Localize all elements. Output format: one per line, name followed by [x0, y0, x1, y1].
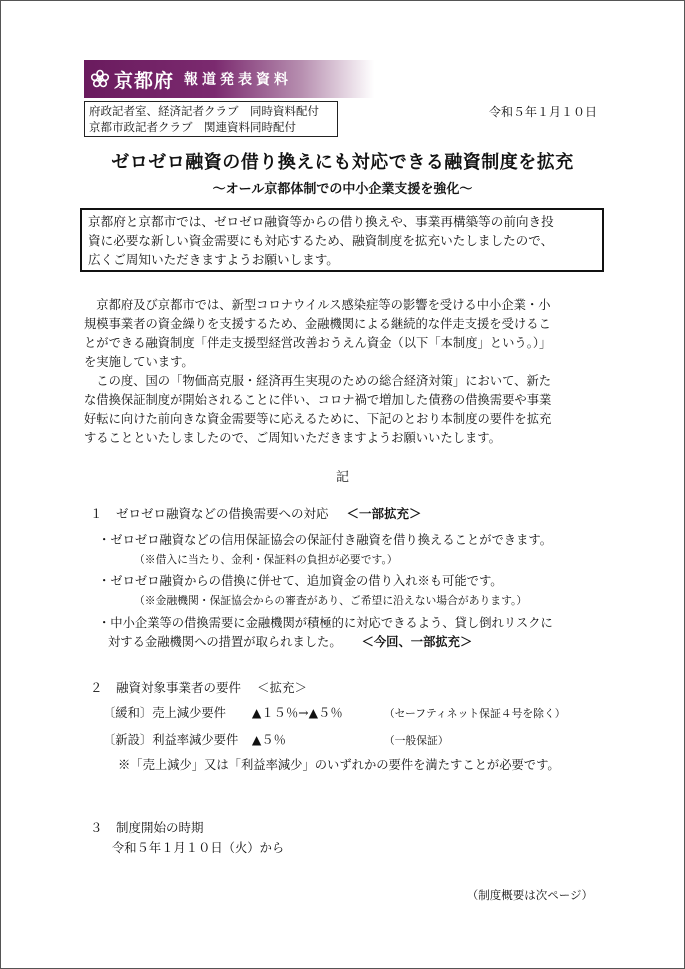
section-1-note-1: （※借入に当たり、金利・保証料の負担が必要です。）	[134, 553, 398, 566]
section-number: ２	[90, 680, 103, 695]
section-1-bullet-3	[98, 614, 608, 652]
section-2-heading	[90, 678, 307, 696]
summary-line: 資に必要な新しい資金需要にも対応するため、融資制度を拡充いたしましたので、	[88, 233, 554, 248]
summary-line: 広くご周知いただきますようお願いします。	[88, 252, 339, 267]
section-title: 制度開始の時期	[115, 820, 204, 835]
distribution-line: 京都市政記者クラブ 関連資料同時配付	[89, 120, 296, 134]
bullet-tag: ＜今回、一部拡充＞	[361, 635, 473, 649]
requirement-label: 〔緩和〕売上減少要件	[103, 706, 226, 720]
section-3-heading	[90, 818, 204, 836]
distribution-line: 府政記者室、経済記者クラブ 同時資料配付	[89, 104, 319, 118]
section-1-bullet-2: ・ゼロゼロ融資からの借換に併せて、追加資金の借り入れ※も可能です。	[98, 574, 503, 588]
section-1-heading	[90, 504, 422, 522]
section-1-note-2: （※金融機関・保証協会からの審査があり、ご希望に沿えない場合があります。）	[134, 594, 528, 607]
summary-line: 京都府と京都市では、ゼロゼロ融資等からの借り換えや、事業再構築等の前向き投	[88, 214, 554, 229]
body-paragraph-1	[84, 296, 604, 372]
paragraph-line: とができる融資制度「伴走支援型経営改善おうえん資金（以下「本制度」という。）」	[84, 336, 552, 350]
requirement-row-1	[103, 703, 566, 721]
distribution-box	[84, 101, 338, 137]
requirement-remark: ※「売上減少」又は「利益率減少」のいずれかの要件を満たすことが必要です。	[118, 758, 560, 772]
section-number: ３	[90, 820, 103, 835]
bullet-text: 対する金融機関への措置が取られました。	[108, 635, 342, 649]
bullet-line	[98, 633, 608, 652]
paragraph-line: 京都府及び京都市では、新型コロナウイルス感染症等の影響を受ける中小企業・小	[84, 298, 551, 312]
doc-type: 報道発表資料	[184, 72, 293, 88]
body-paragraph-2	[84, 372, 604, 448]
section-tag: ＜一部拡充＞	[346, 506, 422, 521]
paragraph-line: この度、国の「物価高克服・経済再生実現のための総合経済対策」において、新た	[84, 374, 552, 388]
requirement-row-2	[103, 730, 449, 748]
paragraph-line: することといたしましたので、ご周知いただきますようお願いいたします。	[84, 431, 501, 445]
summary-box	[80, 208, 604, 272]
requirement-note: （セーフティネット保証４号を除く）	[383, 707, 566, 720]
requirement-value: ▲１５％→▲５％	[251, 706, 343, 720]
requirement-label: 〔新設〕利益率減少要件	[103, 733, 239, 747]
paragraph-line: な借換保証制度が開始されることに伴い、コロナ禍で増加した債務の借換需要や事業	[84, 393, 552, 407]
next-page-note: （制度概要は次ページ）	[466, 888, 593, 902]
page-subtitle: ～オール京都体制での中小企業支援を強化～	[212, 182, 473, 197]
section-title: 融資対象事業者の要件	[115, 680, 241, 695]
page-title: ゼロゼロ融資の借り換えにも対応できる融資制度を拡充	[111, 152, 574, 173]
section-title: ゼロゼロ融資などの借換需要への対応	[115, 506, 329, 521]
requirement-note: （一般保証）	[383, 734, 449, 747]
org-name: 京都府	[114, 69, 175, 92]
paragraph-line: 規模事業者の資金繰りを支援するため、金融機関による継続的な伴走支援を受けるこ	[84, 317, 551, 331]
start-date: 令和５年１月１０日（火）から	[112, 841, 285, 855]
kyoto-crest-icon	[90, 69, 110, 89]
ki-marker: 記	[335, 470, 349, 485]
bullet-line: ・中小企業等の借換需要に金融機関が積極的に対応できるよう、貸し倒れリスクに	[98, 616, 553, 630]
section-number: １	[90, 506, 103, 521]
release-date: 令和５年１月１０日	[488, 105, 597, 119]
section-1-bullet-1: ・ゼロゼロ融資などの信用保証協会の保証付き融資を借り換えることができます。	[98, 533, 553, 547]
paragraph-line: を実施しています。	[84, 355, 194, 369]
requirement-value: ▲５％	[251, 733, 286, 747]
header-banner	[84, 60, 374, 98]
section-tag: ＜拡充＞	[256, 680, 307, 695]
paragraph-line: 好転に向けた前向きな資金需要等に応えるために、下記のとおり本制度の要件を拡充	[84, 412, 552, 426]
